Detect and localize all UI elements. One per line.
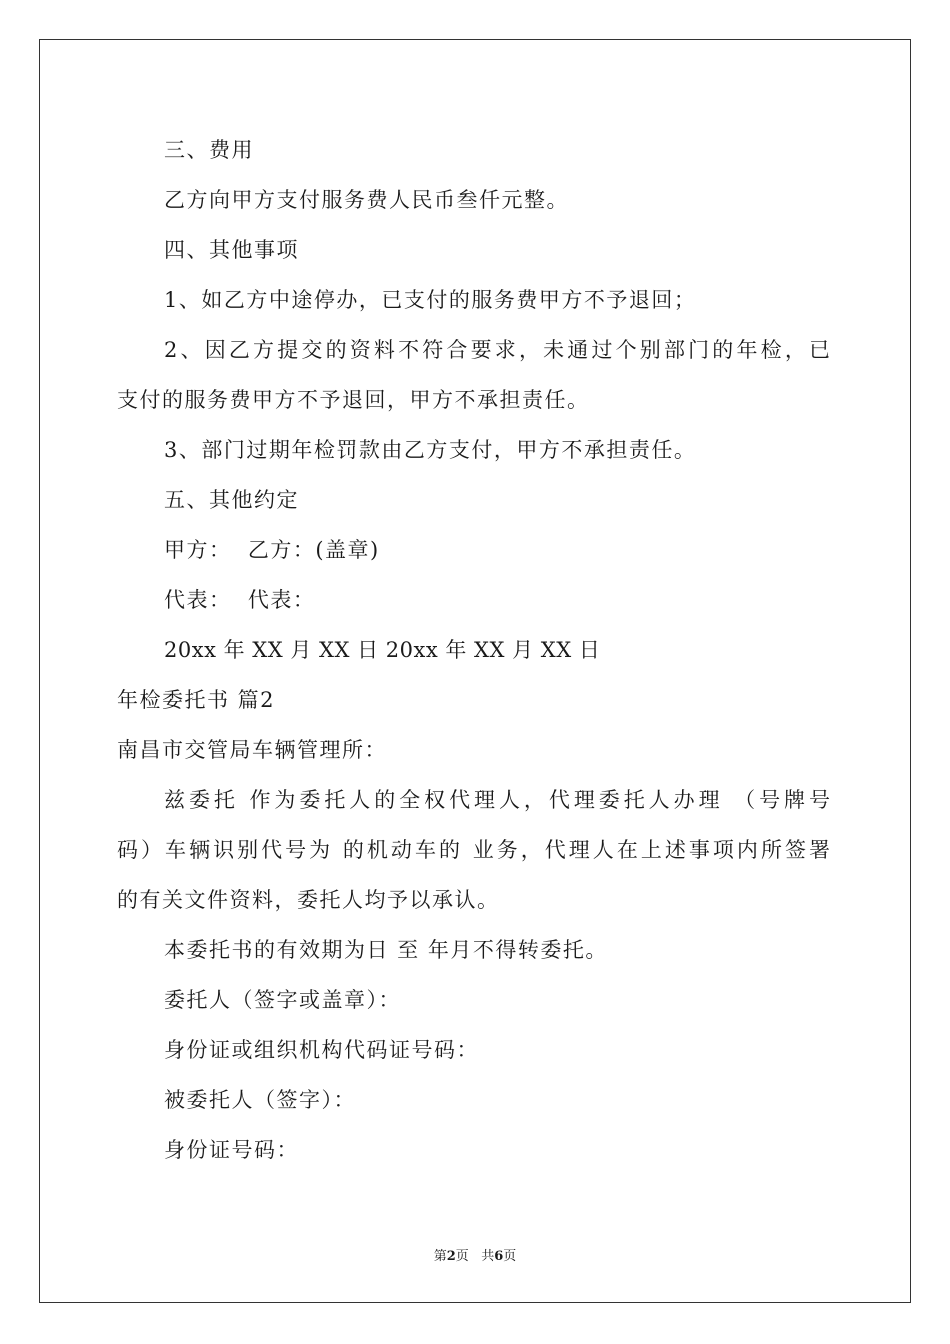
id-number-label: 身份证号码：	[164, 1138, 299, 1162]
addressee: 南昌市交管局车辆管理所：	[117, 738, 387, 762]
footer-total-pages: 6	[494, 1249, 504, 1264]
footer-current-page: 2	[446, 1249, 456, 1264]
entrust-paragraph-line-3: 的有关文件资料，委托人均予以承认。	[117, 888, 500, 912]
page-number-footer	[0, 1248, 950, 1266]
validity-paragraph: 本委托书的有效期为日 至 年月不得转委托。	[164, 938, 608, 962]
clause-2-line-2: 支付的服务费甲方不予退回，甲方不承担责任。	[117, 388, 590, 412]
entrust-paragraph-line-2: 码）车辆识别代号为 的机动车的 业务，代理人在上述事项内所签署	[117, 838, 830, 862]
section-heading-fees: 三、费用	[164, 138, 254, 162]
fee-paragraph: 乙方向甲方支付服务费人民币叁仟元整。	[164, 188, 569, 212]
document-title-part-2: 年检委托书 篇2	[117, 688, 276, 712]
clause-3: 3、部门过期年检罚款由乙方支付，甲方不承担责任。	[164, 438, 697, 462]
clause-1: 1、如乙方中途停办，已支付的服务费甲方不予退回；	[164, 288, 697, 312]
entrust-paragraph-line-1: 兹委托 作为委托人的全权代理人，代理委托人办理 （号牌号	[164, 788, 830, 812]
footer-prefix: 第	[433, 1249, 447, 1264]
agent-signature-label: 被委托人（签字）：	[164, 1088, 356, 1112]
date-line: 20xx 年 XX 月 XX 日 20xx 年 XX 月 XX 日	[164, 638, 601, 662]
id-or-org-code-label: 身份证或组织机构代码证号码：	[164, 1038, 479, 1062]
footer-mid: 页 共	[455, 1249, 495, 1264]
party-signature-line: 甲方： 乙方：(盖章)	[164, 538, 380, 562]
representative-line: 代表： 代表：	[164, 588, 316, 612]
footer-suffix: 页	[503, 1249, 517, 1264]
section-heading-other-matters: 四、其他事项	[164, 238, 299, 262]
clause-2-line-1: 2、因乙方提交的资料不符合要求，未通过个别部门的年检，已	[164, 338, 830, 362]
section-heading-other-agreements: 五、其他约定	[164, 488, 299, 512]
principal-signature-label: 委托人（签字或盖章）：	[164, 988, 401, 1012]
